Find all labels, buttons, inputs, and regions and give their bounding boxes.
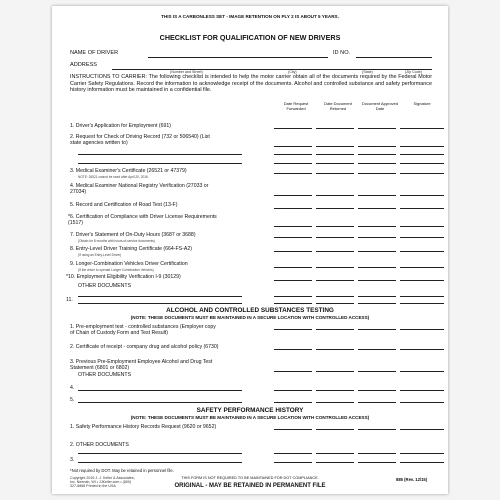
instructions: INSTRUCTIONS TO CARRIER: The following checklist is intended to help the motor carrier obtain all of the documents required by the Federal Motor Carrier Safety Regulations. Record the information to acknowledge receipt of the documents. Alcohol and controlled substance and safety performance history information must be maintained in a confidential file. — [70, 74, 432, 94]
safety-item-2: 2. OTHER DOCUMENTS — [70, 442, 129, 448]
alcohol-item-5: 5. — [70, 397, 75, 403]
safety-item-2-line[interactable] — [78, 453, 242, 454]
item-4: 4. Medical Examiner National Registry Verification (27033 or 27034) — [70, 183, 209, 196]
address-label: ADDRESS — [70, 62, 98, 68]
form-number: 885 (Rev. 12/15) — [396, 477, 428, 482]
id-no-field[interactable] — [356, 57, 432, 58]
alcohol-item-1: 1. Pre-employment test - controlled substances (Employer copy of Chain of Custody Form and Test Result) — [70, 324, 216, 337]
item-3: 3. Medical Examiner's Certificate (26521 or 47379) — [70, 168, 187, 174]
alcohol-item-2: 2. Certificate of receipt - company drug and alcohol policy (6730) — [70, 344, 219, 350]
alcohol-item-4-line[interactable] — [78, 390, 242, 391]
item-6: *6. Certification of Compliance with Driver License Requirements (1517) — [68, 214, 217, 227]
alcohol-item-4: 4. — [70, 385, 75, 391]
not-required-note: *Not required by DOT. May be retained in personnel file. — [70, 468, 174, 473]
item-9: 9. Longer-Combination Vehicles Driver Certification — [70, 261, 188, 267]
item-7-note: (Obtain for 8 months with hours-of-service documents) — [78, 239, 155, 243]
item-11: 11. — [66, 297, 73, 303]
alcohol-section-title: ALCOHOL AND CONTROLLED SUBSTANCES TESTING — [166, 307, 334, 314]
safety-item-1: 1. Safety Performance History Records Request (9620 or 9652) — [70, 424, 217, 430]
city-sublabel: (City) — [288, 70, 297, 74]
item-10: *10. Employment Eligibility Verification I-9 (30129) — [66, 274, 181, 280]
alcohol-other-documents: OTHER DOCUMENTS — [78, 372, 132, 378]
safety-section-note: (NOTE: THESE DOCUMENTS MUST BE MAINTAINED IN A SECURE LOCATION WITH CONTROLLED ACCESS) — [130, 415, 370, 420]
col-signature: Signature — [413, 101, 431, 106]
item-11-line[interactable] — [78, 303, 242, 304]
item-3-note: NOTE: 26521 cannot be used after April 20, 2016. — [78, 175, 149, 179]
item-8-note: (If using an Entry-Level Driver) — [78, 253, 122, 257]
original-retention-note: ORIGINAL - MAY BE RETAINED IN PERMANENT FILE — [174, 483, 326, 489]
form-title: CHECKLIST FOR QUALIFICATION OF NEW DRIVERS — [159, 33, 341, 42]
carbonless-note: THIS IS A CARBONLESS SET - IMAGE RETENTION ON PLY 2 IS ABOUT 5 YEARS. — [161, 14, 339, 19]
item-9-note: (If the driver to operate Longer Combination Vehicles) — [78, 268, 154, 272]
driver-name-label: NAME OF DRIVER — [70, 50, 119, 56]
copyright: Copyright 2015 J. J. Keller & Associates, Inc. Neenah, WI • JJKeller.com • (800) 327-6868 Printed in the USA — [70, 476, 135, 489]
address-field[interactable] — [112, 69, 432, 70]
item-8: 8. Entry-Level Driver Training Certificate (664-FS-A2) — [70, 246, 192, 252]
safety-item-3-line[interactable] — [78, 462, 242, 463]
state-sublabel: (State) — [362, 70, 373, 74]
col-date-request: Date Request Forwarded — [283, 101, 309, 111]
safety-item-3: 3. — [70, 457, 75, 463]
checklist-form — [52, 6, 448, 494]
safety-section-title: SAFETY PERFORMANCE HISTORY — [196, 407, 304, 414]
alcohol-item-5-line[interactable] — [78, 402, 242, 403]
driver-name-field[interactable] — [148, 57, 328, 58]
id-no-label: ID NO. — [333, 50, 351, 56]
item-7: 7. Driver's Statement of On-Duty Hours (3687 or 3688) — [70, 232, 196, 238]
alcohol-item-3: 3. Previous Pre-Employment Employee Alcohol and Drug Test Statement (6801 or 6802) — [70, 359, 213, 372]
col-date-returned: Date Document Returned — [324, 101, 352, 111]
street-sublabel: (Number and Street) — [170, 70, 203, 74]
dot-compliance-note: THIS FORM IS NOT REQUIRED TO BE MAINTAINED FOR DOT COMPLIANCE. — [181, 476, 319, 480]
col-approved-date: Document Approved Date — [361, 101, 399, 111]
item-5: 5. Record and Certification of Road Test (13-F) — [70, 202, 178, 208]
other-documents-label: OTHER DOCUMENTS — [78, 283, 132, 289]
state-agency-line-2[interactable] — [78, 163, 242, 164]
zip-sublabel: (Zip Code) — [405, 70, 422, 74]
item-1: 1. Driver's Application for Employment (691) — [70, 123, 172, 129]
other-doc-line[interactable] — [78, 296, 242, 297]
state-agency-line-1[interactable] — [78, 154, 242, 155]
alcohol-section-note: (NOTE: THESE DOCUMENTS MUST BE MAINTAINED IN A SECURE LOCATION WITH CONTROLLED ACCESS) — [130, 315, 370, 320]
item-2: 2. Request for Check of Driving Record (732 or 506540) (List state agencies written to) — [70, 134, 210, 147]
